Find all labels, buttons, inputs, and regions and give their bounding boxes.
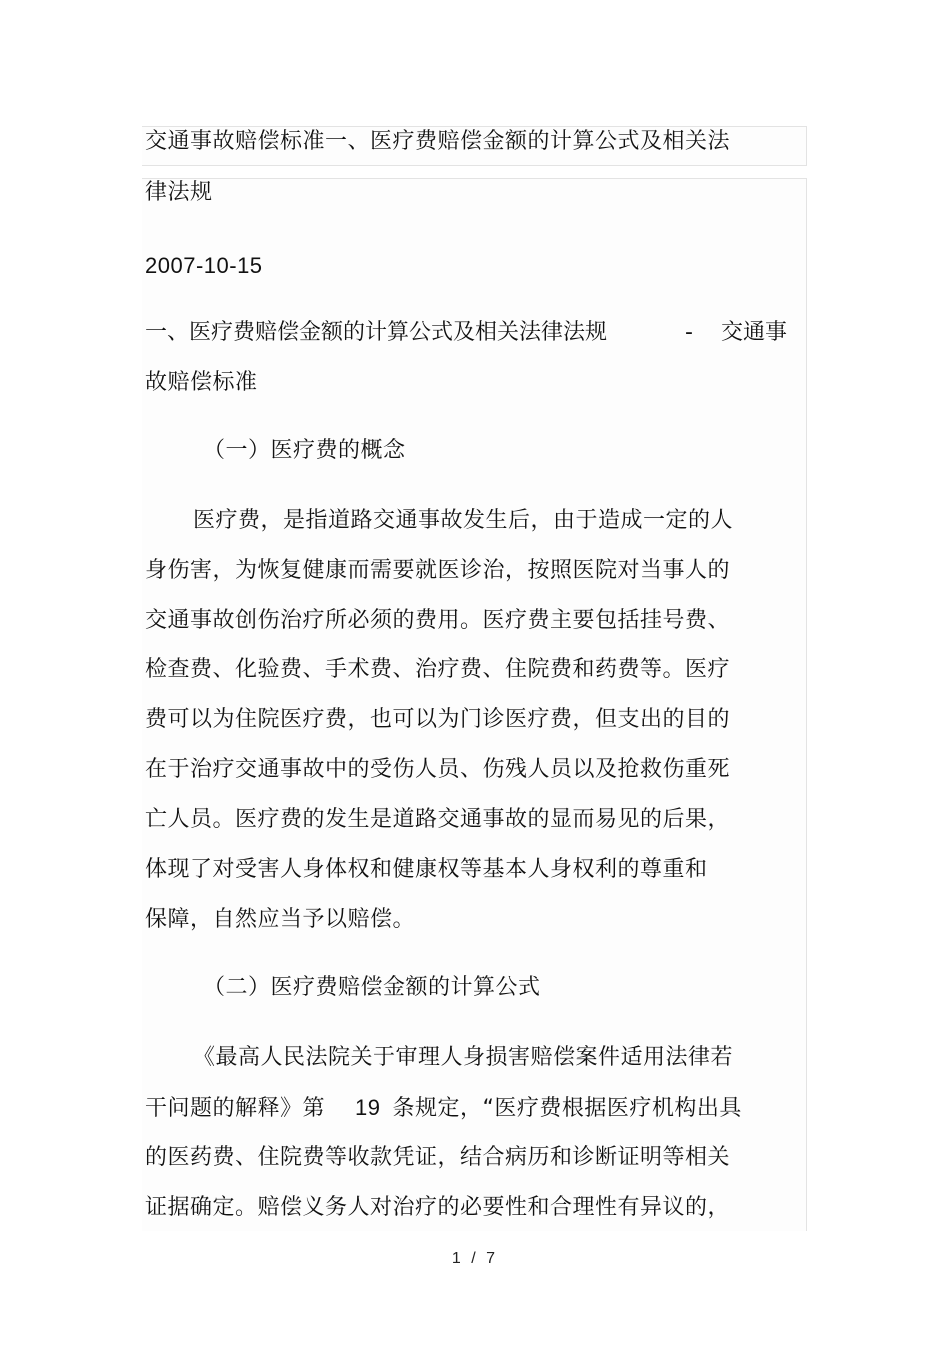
paragraph-1-line: 体现了对受害人身体权和健康权等基本人身权利的尊重和 (145, 857, 708, 882)
heading-1-dash: - (685, 320, 693, 345)
paragraph-1-line: 交通事故创伤治疗所必须的费用。医疗费主要包括挂号费、 (145, 608, 731, 633)
section-2-heading: （二）医疗费赔偿金额的计算公式 (203, 975, 541, 1000)
page-indicator: 1 / 7 (451, 1250, 499, 1267)
publish-date: 2007-10-15 (145, 253, 263, 278)
heading-1 (145, 318, 790, 348)
document-title-line-1: 交通事故赔偿标准一、医疗费赔偿金额的计算公式及相关法 (145, 129, 731, 154)
heading-1-right: 交通事 (721, 320, 788, 345)
document-title-line-2: 律法规 (145, 180, 213, 205)
paragraph-1-line: 费可以为住院医疗费，也可以为门诊医疗费，但支出的目的 (145, 707, 731, 732)
paragraph-1-line: 在于治疗交通事故中的受伤人员、伤残人员以及抢救伤重死 (145, 757, 731, 782)
paragraph-2-line-2-b: 条规定，“医疗费根据医疗机构出具 (392, 1096, 742, 1121)
paragraph-2-line: 《最高人民法院关于审理人身损害赔偿案件适用法律若 (193, 1045, 734, 1070)
paragraph-2-line: 的医药费、住院费等收款凭证，结合病历和诊断证明等相关 (145, 1145, 731, 1170)
paragraph-2-line: 证据确定。赔偿义务人对治疗的必要性和合理性有异议的， (145, 1195, 731, 1220)
paragraph-1-line: 保障，自然应当予以赔偿。 (145, 907, 416, 932)
paragraph-2-line-2-a: 干问题的解释》第 (145, 1096, 326, 1121)
heading-1-continuation: 故赔偿标准 (145, 370, 258, 395)
article-number: 19 (355, 1095, 381, 1120)
section-1-heading: （一）医疗费的概念 (203, 438, 406, 463)
heading-1-left: 一、医疗费赔偿金额的计算公式及相关法律法规 (145, 320, 608, 345)
paragraph-1-line: 身伤害，为恢复健康而需要就医诊治，按照医院对当事人的 (145, 558, 731, 583)
paragraph-1-line: 医疗费，是指道路交通事故发生后，由于造成一定的人 (193, 508, 734, 533)
paragraph-1-line: 亡人员。医疗费的发生是道路交通事故的显而易见的后果， (145, 807, 731, 832)
paragraph-2-line (145, 1093, 742, 1124)
paragraph-1-line: 检查费、化验费、手术费、治疗费、住院费和药费等。医疗 (145, 657, 731, 682)
